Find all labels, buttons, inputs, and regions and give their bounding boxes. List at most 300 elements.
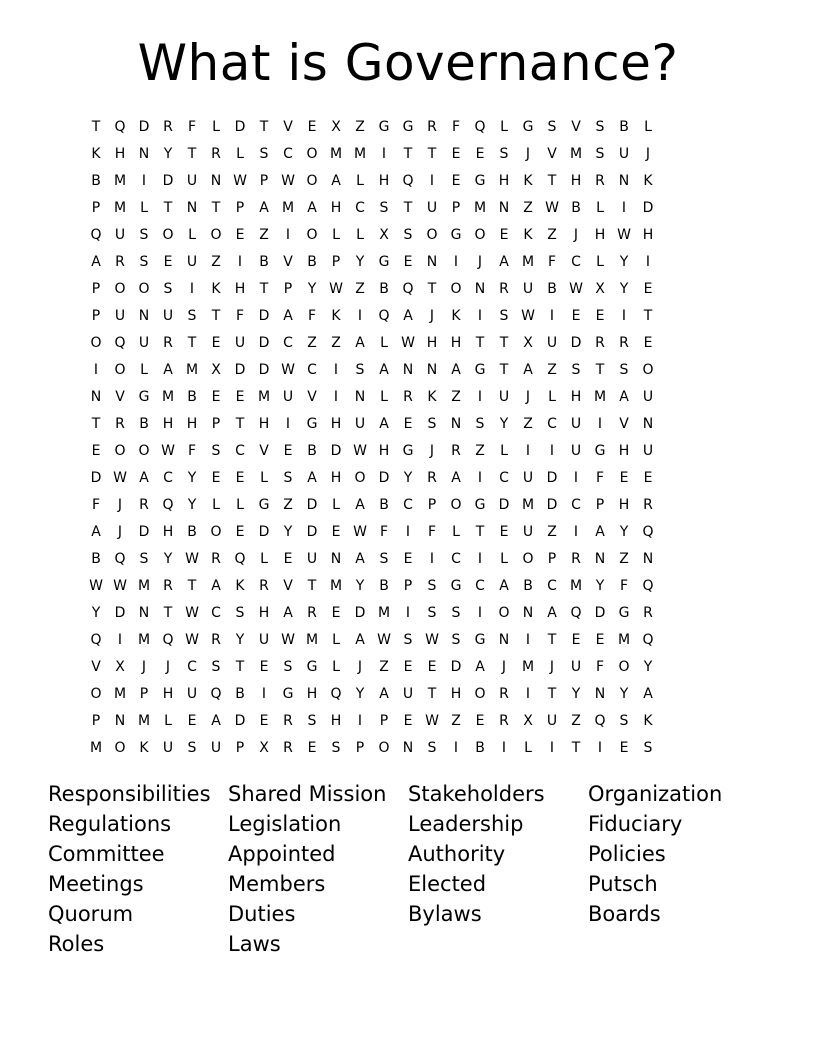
grid-letter: V	[619, 416, 629, 432]
grid-letter: S	[451, 632, 461, 648]
grid-letter: N	[330, 551, 342, 567]
grid-letter: P	[91, 281, 101, 297]
grid-letter: G	[474, 362, 486, 378]
grid-letter: H	[450, 686, 462, 702]
grid-letter: O	[642, 362, 654, 378]
grid-letter: I	[453, 740, 459, 756]
grid-letter: M	[569, 578, 583, 594]
grid-letter: R	[283, 740, 293, 756]
grid-letter: E	[211, 470, 221, 486]
grid-row	[84, 654, 732, 681]
grid-letter: Q	[642, 524, 654, 540]
grid-letter: D	[306, 497, 318, 513]
grid-letter: S	[499, 146, 509, 162]
grid-letter: L	[380, 389, 388, 405]
grid-letter: W	[233, 173, 247, 189]
grid-letter: O	[618, 659, 630, 675]
grid-letter: B	[91, 551, 101, 567]
grid-letter: J	[429, 308, 435, 324]
grid-letter: G	[306, 416, 318, 432]
grid-letter: A	[595, 524, 605, 540]
grid-letter: E	[643, 335, 653, 351]
grid-letter: N	[138, 605, 150, 621]
grid-letter: A	[451, 362, 461, 378]
grid-letter: E	[595, 308, 605, 324]
grid-row	[84, 519, 732, 546]
grid-letter: H	[162, 416, 174, 432]
grid-letter: C	[451, 551, 461, 567]
grid-letter: T	[211, 308, 221, 324]
grid-letter: D	[642, 200, 654, 216]
grid-letter: O	[114, 740, 126, 756]
word-item: Roles	[48, 932, 105, 956]
grid-letter: C	[547, 416, 557, 432]
grid-letter: H	[186, 416, 198, 432]
grid-letter: S	[283, 470, 293, 486]
grid-letter: L	[212, 119, 220, 135]
grid-letter: M	[593, 389, 607, 405]
grid-letter: I	[597, 416, 603, 432]
grid-letter: U	[522, 524, 534, 540]
grid-letter: P	[139, 686, 149, 702]
grid-letter: O	[162, 227, 174, 243]
word-item: Putsch	[588, 872, 658, 896]
grid-letter: R	[403, 389, 413, 405]
grid-letter: C	[547, 578, 557, 594]
grid-letter: T	[91, 416, 101, 432]
grid-letter: A	[91, 254, 101, 270]
grid-letter: O	[378, 740, 390, 756]
grid-letter: M	[89, 740, 103, 756]
grid-letter: C	[283, 146, 293, 162]
grid-letter: A	[163, 362, 173, 378]
grid-letter: B	[619, 119, 629, 135]
grid-letter: Q	[402, 173, 414, 189]
grid-letter: W	[89, 578, 103, 594]
grid-letter: O	[306, 146, 318, 162]
grid-letter: O	[474, 686, 486, 702]
grid-letter: N	[618, 173, 630, 189]
grid-letter: L	[332, 497, 340, 513]
word-item: Stakeholders	[408, 782, 545, 806]
grid-letter: H	[570, 173, 582, 189]
grid-letter: O	[138, 281, 150, 297]
grid-letter: F	[595, 470, 605, 486]
grid-row	[84, 546, 732, 573]
grid-letter: T	[427, 281, 437, 297]
grid-letter: A	[547, 605, 557, 621]
grid-letter: N	[138, 146, 150, 162]
word-item: Policies	[588, 842, 666, 866]
grid-letter: L	[140, 362, 148, 378]
grid-letter: U	[546, 713, 558, 729]
grid-letter: M	[137, 632, 151, 648]
grid-letter: T	[547, 632, 557, 648]
grid-letter: N	[498, 200, 510, 216]
grid-letter: N	[474, 281, 486, 297]
grid-letter: Q	[114, 551, 126, 567]
grid-letter: U	[402, 686, 414, 702]
grid-letter: L	[644, 119, 652, 135]
grid-letter: V	[259, 443, 269, 459]
grid-letter: Z	[523, 200, 533, 216]
grid-letter: D	[498, 497, 510, 513]
grid-letter: T	[595, 362, 605, 378]
grid-letter: E	[235, 470, 245, 486]
grid-letter: S	[331, 740, 341, 756]
grid-letter: L	[140, 200, 148, 216]
grid-letter: Z	[475, 443, 485, 459]
grid-letter: R	[163, 578, 173, 594]
grid-letter: T	[259, 119, 269, 135]
grid-letter: Z	[619, 551, 629, 567]
grid-letter: T	[643, 308, 653, 324]
grid-letter: E	[499, 524, 509, 540]
grid-letter: I	[525, 443, 531, 459]
grid-letter: A	[283, 308, 293, 324]
grid-letter: S	[355, 362, 365, 378]
grid-letter: I	[525, 686, 531, 702]
grid-letter: L	[332, 632, 340, 648]
grid-letter: A	[619, 389, 629, 405]
grid-letter: A	[91, 524, 101, 540]
grid-letter: O	[498, 605, 510, 621]
grid-letter: G	[306, 659, 318, 675]
grid-letter: G	[402, 443, 414, 459]
grid-letter: C	[403, 497, 413, 513]
grid-letter: T	[427, 146, 437, 162]
grid-letter: T	[499, 362, 509, 378]
grid-letter: Q	[114, 119, 126, 135]
grid-letter: U	[186, 173, 198, 189]
grid-letter: A	[379, 362, 389, 378]
grid-letter: S	[403, 632, 413, 648]
grid-letter: W	[425, 713, 439, 729]
grid-letter: M	[113, 173, 127, 189]
grid-letter: U	[186, 254, 198, 270]
grid-letter: N	[354, 389, 366, 405]
grid-letter: O	[138, 443, 150, 459]
grid-letter: P	[91, 713, 101, 729]
word-item: Members	[228, 872, 326, 896]
grid-letter: W	[425, 632, 439, 648]
grid-letter: Y	[307, 281, 317, 297]
grid-letter: Q	[90, 227, 102, 243]
grid-letter: O	[426, 227, 438, 243]
grid-letter: P	[355, 740, 365, 756]
grid-letter: R	[115, 416, 125, 432]
grid-letter: J	[525, 146, 531, 162]
grid-letter: E	[331, 605, 341, 621]
grid-letter: U	[138, 335, 150, 351]
grid-letter: Y	[619, 254, 629, 270]
grid-letter: E	[571, 632, 581, 648]
grid-letter: Q	[594, 713, 606, 729]
grid-letter: Q	[642, 632, 654, 648]
grid-letter: V	[283, 578, 293, 594]
grid-letter: E	[259, 713, 269, 729]
grid-letter: M	[305, 632, 319, 648]
grid-letter: E	[619, 740, 629, 756]
grid-letter: K	[643, 713, 653, 729]
grid-letter: Y	[619, 281, 629, 297]
word-column	[408, 779, 588, 959]
grid-letter: G	[138, 389, 150, 405]
grid-letter: H	[330, 200, 342, 216]
grid-letter: I	[477, 551, 483, 567]
grid-letter: S	[211, 659, 221, 675]
grid-letter: C	[307, 362, 317, 378]
grid-letter: D	[594, 605, 606, 621]
grid-letter: Z	[211, 254, 221, 270]
grid-letter: U	[234, 335, 246, 351]
grid-letter: R	[307, 605, 317, 621]
grid-letter: J	[501, 659, 507, 675]
grid-letter: G	[522, 119, 534, 135]
grid-letter: O	[210, 524, 222, 540]
word-item: Legislation	[228, 812, 342, 836]
grid-letter: R	[211, 146, 221, 162]
grid-letter: R	[643, 497, 653, 513]
grid-row	[84, 141, 732, 168]
grid-letter: C	[283, 335, 293, 351]
grid-letter: C	[571, 254, 581, 270]
grid-letter: E	[403, 254, 413, 270]
grid-letter: S	[283, 659, 293, 675]
grid-letter: N	[426, 362, 438, 378]
grid-row	[84, 249, 732, 276]
grid-letter: I	[381, 146, 387, 162]
grid-letter: T	[187, 335, 197, 351]
grid-letter: D	[138, 524, 150, 540]
grid-letter: V	[115, 389, 125, 405]
grid-letter: K	[451, 308, 461, 324]
grid-letter: A	[211, 713, 221, 729]
grid-letter: U	[546, 335, 558, 351]
word-item: Boards	[588, 902, 661, 926]
grid-row	[84, 708, 732, 735]
grid-letter: I	[453, 254, 459, 270]
grid-letter: H	[378, 173, 390, 189]
grid-letter: N	[522, 605, 534, 621]
grid-letter: E	[307, 119, 317, 135]
grid-letter: X	[523, 713, 533, 729]
grid-letter: H	[258, 605, 270, 621]
grid-letter: R	[595, 173, 605, 189]
grid-letter: I	[429, 551, 435, 567]
grid-letter: R	[571, 551, 581, 567]
grid-letter: E	[571, 308, 581, 324]
grid-letter: U	[618, 146, 630, 162]
grid-row	[84, 357, 732, 384]
grid-letter: C	[499, 470, 509, 486]
grid-letter: B	[187, 389, 197, 405]
grid-letter: K	[523, 173, 533, 189]
grid-letter: J	[429, 443, 435, 459]
grid-letter: I	[477, 605, 483, 621]
grid-letter: A	[379, 686, 389, 702]
grid-letter: Y	[355, 578, 365, 594]
grid-letter: I	[237, 254, 243, 270]
grid-letter: W	[329, 281, 343, 297]
grid-letter: X	[211, 362, 221, 378]
grid-letter: Y	[187, 470, 197, 486]
grid-letter: S	[379, 200, 389, 216]
grid-letter: Z	[331, 335, 341, 351]
grid-letter: M	[521, 497, 535, 513]
grid-letter: T	[235, 659, 245, 675]
grid-letter: D	[90, 470, 102, 486]
grid-letter: L	[332, 227, 340, 243]
grid-letter: R	[163, 335, 173, 351]
grid-letter: B	[475, 740, 485, 756]
grid-letter: C	[235, 443, 245, 459]
grid-letter: O	[354, 470, 366, 486]
grid-letter: P	[451, 200, 461, 216]
grid-letter: D	[258, 308, 270, 324]
grid-row	[84, 627, 732, 654]
grid-letter: N	[210, 173, 222, 189]
grid-letter: R	[139, 497, 149, 513]
grid-letter: S	[379, 551, 389, 567]
grid-letter: S	[643, 740, 653, 756]
grid-letter: T	[187, 146, 197, 162]
grid-letter: L	[188, 227, 196, 243]
grid-letter: Y	[619, 524, 629, 540]
grid-letter: D	[258, 362, 270, 378]
grid-letter: I	[549, 443, 555, 459]
grid-letter: F	[187, 119, 197, 135]
grid-letter: K	[331, 308, 341, 324]
grid-letter: T	[475, 335, 485, 351]
grid-letter: M	[569, 146, 583, 162]
grid-letter: Z	[571, 713, 581, 729]
grid-letter: E	[163, 254, 173, 270]
grid-letter: F	[595, 659, 605, 675]
grid-letter: Y	[355, 686, 365, 702]
grid-letter: I	[549, 308, 555, 324]
grid-letter: G	[450, 227, 462, 243]
grid-letter: H	[258, 416, 270, 432]
grid-letter: B	[307, 443, 317, 459]
grid-letter: N	[90, 389, 102, 405]
grid-letter: H	[594, 227, 606, 243]
grid-letter: I	[573, 524, 579, 540]
grid-letter: G	[378, 119, 390, 135]
grid-letter: Y	[571, 686, 581, 702]
grid-letter: O	[450, 497, 462, 513]
grid-letter: Q	[162, 497, 174, 513]
grid-letter: J	[141, 659, 147, 675]
grid-letter: N	[594, 551, 606, 567]
grid-letter: D	[234, 362, 246, 378]
grid-letter: Y	[283, 524, 293, 540]
grid-letter: U	[282, 389, 294, 405]
word-item: Committee	[48, 842, 165, 866]
grid-letter: S	[163, 281, 173, 297]
grid-letter: M	[521, 659, 535, 675]
grid-letter: T	[547, 173, 557, 189]
grid-letter: O	[114, 443, 126, 459]
grid-letter: C	[163, 470, 173, 486]
grid-letter: S	[571, 362, 581, 378]
grid-letter: E	[235, 524, 245, 540]
grid-letter: V	[283, 254, 293, 270]
grid-letter: B	[259, 254, 269, 270]
grid-letter: Y	[403, 470, 413, 486]
grid-letter: L	[500, 551, 508, 567]
word-item: Fiduciary	[588, 812, 683, 836]
grid-letter: Q	[330, 686, 342, 702]
grid-letter: D	[330, 443, 342, 459]
grid-letter: H	[642, 227, 654, 243]
grid-letter: P	[259, 173, 269, 189]
grid-letter: Z	[379, 659, 389, 675]
grid-letter: H	[330, 416, 342, 432]
grid-letter: H	[306, 686, 318, 702]
grid-letter: T	[307, 578, 317, 594]
grid-letter: Z	[547, 524, 557, 540]
grid-letter: M	[473, 200, 487, 216]
grid-letter: P	[235, 740, 245, 756]
grid-letter: J	[117, 497, 123, 513]
grid-letter: I	[285, 227, 291, 243]
grid-letter: I	[333, 389, 339, 405]
grid-letter: E	[403, 659, 413, 675]
grid-letter: D	[354, 605, 366, 621]
grid-letter: P	[283, 281, 293, 297]
grid-letter: T	[211, 200, 221, 216]
grid-letter: H	[570, 389, 582, 405]
grid-letter: I	[429, 173, 435, 189]
grid-letter: S	[427, 416, 437, 432]
grid-letter: S	[427, 605, 437, 621]
grid-letter: D	[234, 119, 246, 135]
grid-letter: X	[331, 119, 341, 135]
grid-letter: D	[450, 659, 462, 675]
grid-letter: I	[621, 308, 627, 324]
grid-letter: U	[114, 227, 126, 243]
grid-letter: E	[91, 443, 101, 459]
grid-letter: G	[474, 173, 486, 189]
grid-row	[84, 168, 732, 195]
grid-letter: K	[211, 281, 221, 297]
grid-letter: L	[236, 146, 244, 162]
grid-letter: S	[139, 227, 149, 243]
grid-row	[84, 195, 732, 222]
grid-letter: L	[524, 740, 532, 756]
grid-letter: Q	[378, 308, 390, 324]
grid-letter: X	[523, 335, 533, 351]
grid-row	[84, 438, 732, 465]
grid-letter: R	[643, 605, 653, 621]
grid-letter: W	[185, 605, 199, 621]
grid-letter: E	[403, 713, 413, 729]
grid-letter: D	[138, 119, 150, 135]
grid-letter: I	[477, 470, 483, 486]
grid-letter: L	[212, 497, 220, 513]
grid-letter: F	[451, 119, 461, 135]
grid-letter: Y	[187, 497, 197, 513]
grid-row	[84, 384, 732, 411]
grid-letter: Y	[91, 605, 101, 621]
grid-letter: O	[522, 551, 534, 567]
grid-letter: E	[403, 416, 413, 432]
grid-letter: D	[258, 524, 270, 540]
word-item: Appointed	[228, 842, 336, 866]
grid-letter: I	[477, 308, 483, 324]
grid-letter: V	[307, 389, 317, 405]
